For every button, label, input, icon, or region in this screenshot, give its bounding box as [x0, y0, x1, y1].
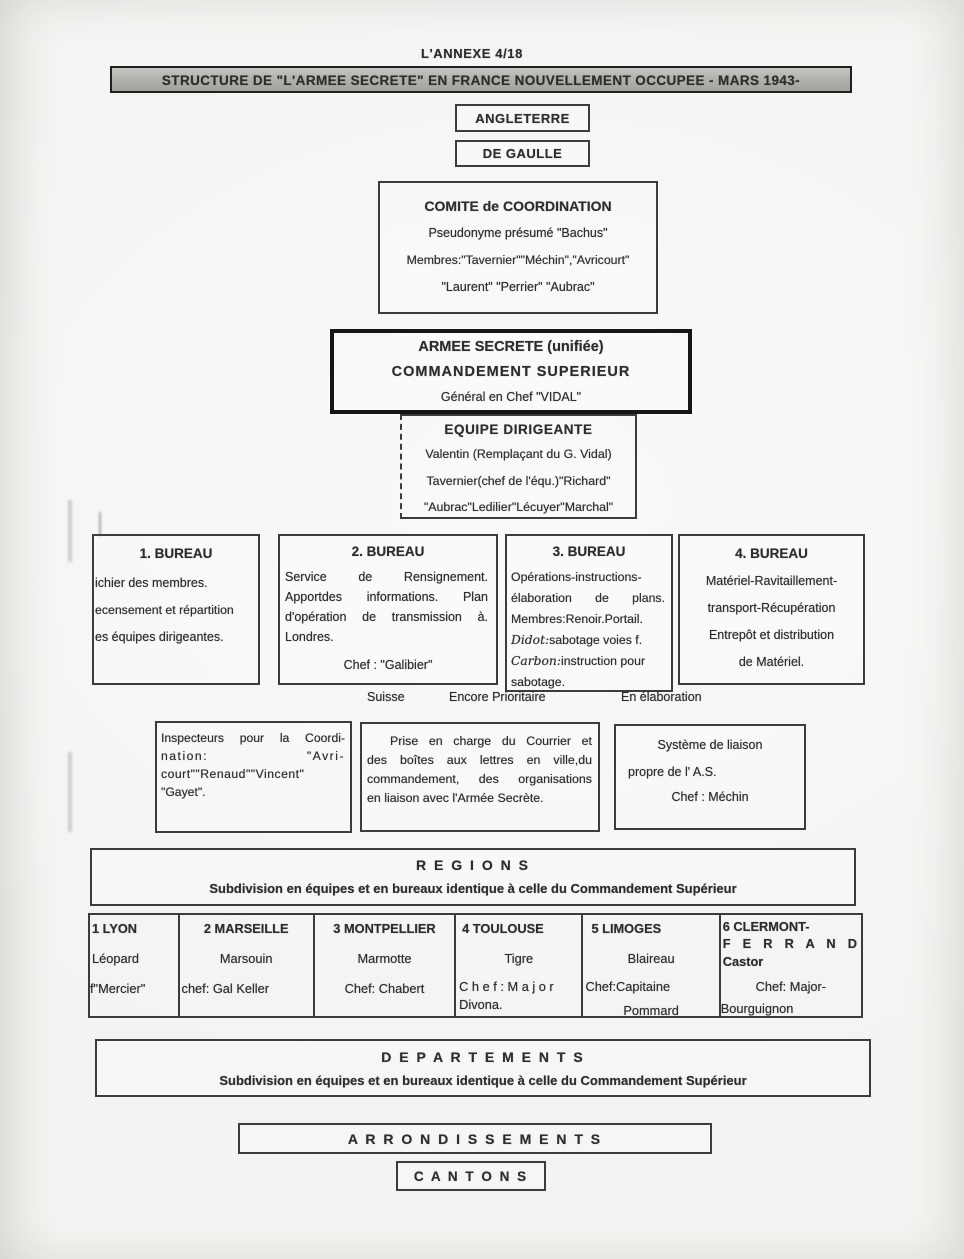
bureau2-line2: Apportdes informations. Plan — [285, 590, 488, 604]
equipe-line2: Tavernier(chef de l'équ.)"Richard" — [426, 474, 611, 488]
bureau2-title: 2. BUREAU — [351, 544, 425, 559]
box-de-gaulle: DE GAULLE — [455, 140, 590, 167]
box-comite-coordination — [378, 181, 658, 314]
bureau1-line3: es équipes dirigeantes. — [95, 630, 224, 644]
bureau1-line2: ecensement et répartition — [95, 603, 234, 617]
regions-title: R E G I O N S — [416, 857, 530, 873]
bureau3-line5 — [511, 654, 671, 668]
liaison-line3: Chef : Méchin — [671, 790, 749, 804]
comite-membres: Membres:"Tavernier""Méchin","Avricourt" — [406, 253, 630, 267]
inspecteurs-line4: "Gayet". — [161, 785, 206, 799]
courrier-line1: Prise en charge du Courrier et — [390, 734, 592, 748]
regions-subtitle: Subdivision en équipes et en bureaux identique à celle du Commandement Supérieur — [209, 881, 737, 896]
equipe-title: EQUIPE DIRIGEANTE — [444, 422, 593, 437]
comite-title: COMITE de COORDINATION — [424, 198, 612, 214]
inspecteurs-line2 — [161, 749, 345, 763]
scan-smudge — [68, 500, 72, 562]
bureau3-carbon-codename: Carbon: — [511, 654, 561, 668]
box-cantons: C A N T O N S — [396, 1161, 546, 1191]
courrier-line4: en liaison avec l'Armée Secrète. — [367, 791, 544, 805]
status-label-suisse: Suisse — [367, 690, 405, 704]
bureau3-line3: Membres:Renoir.Portail. — [511, 612, 643, 626]
bureau4-line4: de Matériel. — [738, 655, 805, 669]
inspecteurs-line1: Inspecteurs pour la Coordi- — [161, 731, 345, 745]
box-bureau-1 — [92, 534, 260, 685]
region-codename: Tigre — [504, 951, 534, 966]
region-codename: Léopard — [92, 951, 139, 966]
region-col-montpellier — [315, 915, 456, 1016]
region-chef: Chef: Chabert — [344, 981, 425, 996]
title-banner: STRUCTURE DE "L'ARMEE SECRETE" EN FRANCE NOUVELLEMENT OCCUPEE - MARS 1943- — [110, 66, 852, 93]
armee-line1: ARMEE SECRETE (unifiée) — [418, 339, 604, 355]
region-chef: chef: Gal Keller — [181, 981, 270, 996]
bureau3-didot-role: sabotage voies f. — [549, 633, 643, 647]
bureau1-title: 1. BUREAU — [139, 546, 213, 561]
region-chef: Chef: Major- — [755, 979, 827, 994]
box-departements — [95, 1039, 871, 1097]
courrier-line3: commandement, des organisations — [367, 772, 592, 786]
bureau4-line1: Matériel-Ravitaillement- — [705, 574, 838, 588]
status-label-encore-prioritaire: Encore Prioritaire — [449, 690, 546, 704]
box-inspecteurs — [155, 721, 352, 833]
status-label-en-elaboration: En élaboration — [621, 690, 702, 704]
bureau3-line1: Opérations-instructions- — [511, 570, 642, 584]
box-angleterre: ANGLETERRE — [455, 104, 590, 132]
bureau1-line1: ichier des membres. — [95, 576, 208, 590]
region-chef-2: Bourguignon — [720, 1001, 794, 1016]
region-chef: f"Mercier" — [90, 981, 146, 996]
bureau3-line2: élaboration de plans. — [511, 591, 665, 605]
regions-table — [88, 913, 863, 1018]
box-bureau-3 — [505, 534, 673, 692]
comite-pseudonyme: Pseudonyme présumé "Bachus" — [428, 226, 608, 240]
bureau4-title: 4. BUREAU — [735, 546, 808, 561]
departements-title: D E P A R T E M E N T S — [381, 1049, 585, 1065]
region-name: 1 LYON — [92, 921, 138, 936]
bureau3-line4 — [511, 633, 671, 647]
box-arrondissements: A R R O N D I S S E M E N T S — [238, 1123, 712, 1154]
bureau3-title: 3. BUREAU — [552, 544, 626, 559]
armee-line3: Général en Chef "VIDAL" — [440, 390, 582, 404]
region-col-limoges — [583, 915, 720, 1016]
region-col-lyon — [90, 915, 180, 1016]
box-armee-secrete — [330, 329, 692, 414]
bureau2-line4: Londres. — [285, 630, 334, 644]
region-chef-2: Pommard — [623, 1003, 679, 1018]
armee-line2: COMMANDEMENT SUPERIEUR — [391, 364, 631, 380]
region-name: 6 CLERMONT- — [722, 919, 810, 934]
box-equipe-dirigeante — [400, 414, 637, 519]
region-col-clermont-ferrand — [721, 915, 861, 1016]
inspecteurs-nation: nation: — [161, 749, 209, 763]
region-col-marseille — [180, 915, 315, 1016]
comite-membres-2: "Laurent" "Perrier" "Aubrac" — [441, 280, 595, 294]
region-name: 3 MONTPELLIER — [333, 921, 436, 936]
courrier-line2: des boîtes aux lettres en ville,du — [367, 753, 592, 767]
region-name-2: F E R R A N D — [722, 936, 857, 951]
box-liaison — [614, 724, 806, 830]
liaison-line1: Système de liaison — [657, 738, 763, 752]
bureau3-line6: sabotage. — [511, 675, 566, 689]
inspecteurs-avri: "Avri- — [306, 749, 345, 763]
departements-subtitle: Subdivision en équipes et en bureaux identique à celle du Commandement Supérieur — [219, 1073, 747, 1088]
region-chef-2: Divona. — [459, 997, 503, 1012]
region-codename: Castor — [722, 954, 764, 969]
bureau3-didot-codename: Didot: — [511, 633, 550, 647]
scan-tick — [99, 512, 101, 536]
inspecteurs-line3: court""Renaud""Vincent" — [161, 767, 305, 781]
box-regions-header — [90, 848, 856, 906]
region-codename: Marmotte — [357, 951, 412, 966]
box-courrier — [360, 722, 600, 832]
region-codename: Marsouin — [219, 951, 273, 966]
equipe-line1: Valentin (Remplaçant du G. Vidal) — [425, 447, 612, 461]
region-chef: C h e f : M a j o r — [459, 979, 554, 994]
liaison-line2: propre de l' A.S. — [628, 765, 717, 779]
bureau4-line3: Entrepôt et distribution — [708, 628, 835, 642]
bureau2-chef: Chef : "Galibier" — [343, 658, 433, 672]
annex-label: L'ANNEXE 4/18 — [421, 46, 523, 61]
region-chef: Chef:Capitaine — [585, 979, 671, 994]
bureau2-line1: Service de Rensignement. — [285, 570, 488, 584]
equipe-line3: "Aubrac"Ledilier"Lécuyer"Marchal" — [423, 500, 614, 514]
region-col-toulouse — [456, 915, 583, 1016]
region-name: 2 MARSEILLE — [203, 921, 289, 936]
bureau3-carbon-role: instruction pour — [560, 654, 646, 668]
region-codename: Blaireau — [627, 951, 675, 966]
bureau4-line2: transport-Récupération — [707, 601, 836, 615]
bureau2-line3: d'opération de transmission à. — [285, 610, 488, 624]
scan-smudge — [68, 752, 72, 832]
box-bureau-4 — [678, 534, 865, 685]
box-bureau-2 — [278, 534, 498, 685]
region-name: 5 LIMOGES — [591, 921, 662, 936]
region-name: 4 TOULOUSE — [462, 921, 544, 936]
